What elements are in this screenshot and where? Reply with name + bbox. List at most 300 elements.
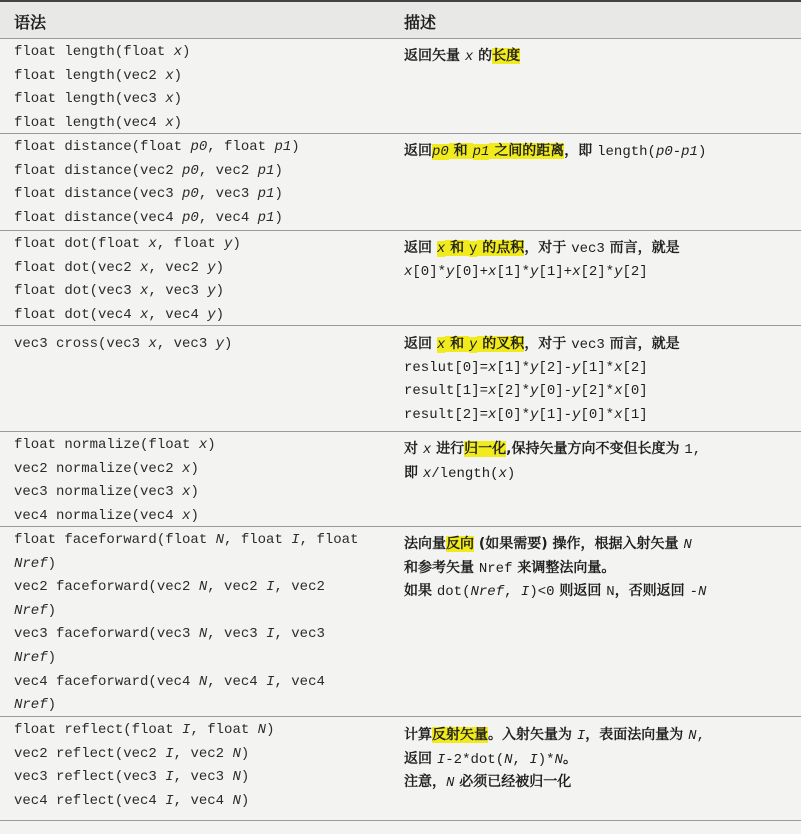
text-span: float faceforward(float	[14, 532, 216, 548]
text-span: x	[614, 383, 623, 400]
text-span: float length(float	[14, 44, 174, 60]
text-span: , float	[224, 532, 292, 548]
text-span: )	[215, 259, 225, 276]
highlighted-text: p0	[432, 144, 449, 160]
text-span: float normalize(float	[14, 437, 199, 453]
text-span: x	[140, 259, 149, 276]
text-span: x	[488, 406, 497, 423]
text-span: float length(vec3	[14, 91, 166, 108]
text-span: x	[614, 359, 623, 376]
text-span: -N	[689, 584, 707, 601]
text-span: vec3 reflect(vec3	[14, 769, 166, 786]
text-span: [1]*	[496, 263, 531, 280]
text-span: [2]	[622, 359, 648, 376]
syntax-cell	[14, 233, 384, 327]
text-span: 计算	[404, 727, 432, 743]
text-span: I	[165, 745, 174, 762]
text-span: I	[520, 584, 530, 601]
text-span: N	[554, 751, 563, 768]
text-span: N	[688, 728, 697, 744]
text-span: y	[530, 383, 539, 400]
text-span: y	[530, 263, 539, 280]
text-span: -2*dot(	[445, 751, 505, 768]
text-span: y	[614, 263, 623, 280]
syntax-line	[14, 183, 384, 207]
syntax-line	[14, 671, 384, 695]
text-span: float length(vec2	[14, 67, 166, 84]
text-span: x	[165, 114, 174, 131]
text-span: I	[529, 751, 538, 768]
text-span: float distance(vec4	[14, 209, 183, 226]
text-span: 和参考矢量	[404, 559, 479, 576]
table-row-length	[0, 38, 801, 134]
text-span: x	[148, 236, 157, 252]
text-span: 。	[562, 750, 577, 767]
text-span: ,	[696, 728, 705, 744]
text-span: y	[207, 306, 216, 323]
text-span: p1	[257, 209, 275, 226]
syntax-cell	[14, 41, 384, 135]
syntax-line	[14, 505, 384, 529]
text-span: )	[240, 792, 250, 809]
text-span: y	[207, 283, 216, 300]
syntax-line	[14, 719, 384, 743]
text-span: Nref	[14, 697, 48, 714]
text-span: float distance(vec2	[14, 162, 183, 179]
syntax-cell	[14, 333, 384, 357]
text-span: p0	[182, 209, 199, 226]
text-span: vec3 faceforward(vec3	[14, 626, 199, 643]
text-span: N	[683, 537, 692, 553]
text-span: 进行	[431, 441, 465, 457]
description-line	[404, 438, 794, 462]
text-span: x	[464, 49, 474, 65]
description-cell	[404, 724, 794, 795]
text-span: )	[47, 555, 57, 572]
text-span: ，表面法向量为	[585, 727, 689, 743]
text-span: , vec2	[173, 745, 233, 762]
text-span: , vec4	[207, 673, 267, 690]
highlighted-text: x	[436, 337, 446, 353]
text-span: )	[240, 769, 250, 786]
text-span: [1]	[622, 406, 648, 423]
text-span: x	[148, 336, 157, 352]
description-line	[404, 261, 794, 285]
text-span: vec3 cross(vec3	[14, 336, 149, 352]
highlighted-text: 反向	[446, 536, 474, 552]
text-span: y	[215, 336, 225, 352]
description-line	[404, 404, 794, 428]
text-span: float dot(vec3	[14, 283, 141, 300]
description-cell	[404, 333, 794, 427]
text-span: 必须已经被归一化	[454, 774, 572, 791]
text-span: 注意，	[404, 774, 446, 791]
text-span: 法向量	[404, 536, 446, 552]
syntax-line	[14, 743, 384, 767]
table-row-normalize	[0, 431, 801, 527]
text-span: vec4 reflect(vec4	[14, 792, 166, 809]
text-span: p1	[257, 186, 275, 203]
text-span: I	[182, 722, 191, 738]
text-span: (如果需要) 操作，根据入射矢量	[474, 536, 684, 552]
text-span: 而言，就是	[604, 240, 680, 256]
text-span: )	[47, 649, 57, 666]
text-span: N	[232, 745, 241, 762]
highlighted-text: x	[436, 241, 446, 257]
text-span: N	[215, 532, 225, 548]
syntax-line	[14, 647, 384, 671]
text-span: Nref	[478, 560, 513, 577]
text-span: x	[498, 465, 507, 482]
text-span: N	[446, 775, 455, 792]
description-line	[404, 771, 794, 795]
text-span: [1]*	[496, 359, 531, 376]
syntax-cell	[14, 529, 384, 718]
text-span: 即	[404, 464, 423, 481]
text-span: , vec3	[173, 769, 233, 786]
description-line	[404, 462, 794, 486]
text-span: ，对于	[524, 240, 572, 256]
text-span: I	[266, 579, 275, 596]
text-span: 如果	[404, 583, 437, 600]
syntax-line	[14, 160, 384, 184]
syntax-line	[14, 280, 384, 304]
text-span: y	[207, 259, 216, 276]
description-line	[404, 557, 794, 581]
text-span: I	[291, 532, 300, 548]
text-span: )	[232, 236, 241, 252]
text-span: x	[572, 263, 581, 280]
text-span: )	[274, 162, 283, 179]
text-span: , vec4	[173, 792, 233, 809]
text-span: I	[165, 792, 174, 809]
text-span: , float	[207, 139, 275, 155]
text-span: 则返回	[554, 583, 607, 600]
text-span: y	[572, 406, 581, 423]
text-span: x	[165, 67, 174, 84]
text-span: 返回	[404, 143, 432, 159]
text-span: y	[572, 383, 581, 400]
table-row-dot	[0, 230, 801, 326]
text-span: [2]-	[538, 359, 573, 376]
text-span: , vec3	[198, 186, 258, 203]
text-span: dot(	[436, 584, 471, 601]
text-span: vec2 normalize(vec2	[14, 460, 183, 477]
highlighted-text: 和	[445, 240, 470, 256]
text-span: )	[266, 722, 275, 738]
text-span: [2]*	[580, 263, 615, 280]
text-span: result[2]=	[404, 406, 489, 423]
description-cell	[404, 533, 794, 604]
syntax-line	[14, 304, 384, 328]
text-span: )	[173, 114, 183, 131]
text-span: , float	[190, 722, 258, 738]
text-span: , vec2	[148, 259, 208, 276]
text-span: )	[173, 91, 183, 108]
text-span: y	[572, 359, 581, 376]
text-span: p1	[257, 162, 275, 179]
text-span: )	[47, 697, 57, 714]
text-span: [2]	[622, 263, 648, 280]
syntax-line	[14, 529, 384, 553]
text-span: )	[190, 507, 199, 524]
highlighted-text: 之间的距离	[489, 143, 565, 159]
description-line	[404, 533, 794, 557]
text-span: N	[198, 673, 208, 690]
text-span: p0	[190, 139, 208, 155]
text-span: N	[232, 769, 241, 786]
text-span: float dot(vec2	[14, 259, 141, 276]
highlighted-text: 和	[445, 336, 470, 352]
syntax-line	[14, 41, 384, 65]
syntax-cell	[14, 719, 384, 813]
text-span: x	[165, 91, 174, 108]
text-span: Nref	[470, 584, 505, 601]
table-row-distance	[0, 133, 801, 231]
text-span: 对	[404, 441, 423, 457]
description-line	[404, 45, 794, 69]
highlighted-text: 归一化	[464, 441, 507, 457]
syntax-line	[14, 790, 384, 814]
text-span: I	[165, 769, 174, 786]
highlighted-text: 和	[448, 143, 473, 159]
text-span: p0-p1	[655, 144, 698, 160]
text-span: )	[697, 144, 707, 160]
description-line	[404, 357, 794, 381]
text-span: , vec3	[148, 283, 208, 300]
text-span: ，对于	[524, 336, 572, 352]
text-span: x	[140, 306, 149, 323]
text-span: vec2 faceforward(vec2	[14, 579, 199, 596]
description-line	[404, 380, 794, 404]
text-span: , vec3	[207, 626, 267, 643]
text-span: 的	[473, 48, 493, 64]
text-span: , vec3	[274, 626, 325, 643]
text-span: )	[47, 602, 57, 619]
text-span: , vec2	[198, 162, 258, 179]
text-span: 。入射矢量为	[488, 727, 577, 743]
text-span: float distance(float	[14, 139, 191, 155]
highlighted-text: y	[469, 241, 478, 257]
text-span: x	[488, 383, 497, 400]
text-span: x	[404, 263, 413, 280]
text-span: N	[606, 584, 615, 601]
text-span: vec2 reflect(vec2	[14, 745, 166, 762]
highlighted-text: y	[469, 337, 478, 353]
text-span: )	[190, 484, 199, 501]
text-span: x	[422, 465, 432, 482]
text-span: , vec4	[148, 306, 208, 323]
text-span: 而言，就是	[604, 336, 680, 352]
syntax-line	[14, 481, 384, 505]
text-span: [2]*	[496, 383, 531, 400]
text-span: ,	[504, 584, 521, 601]
text-span: 来调整法向量。	[512, 559, 616, 576]
syntax-line	[14, 434, 384, 458]
description-line	[404, 333, 794, 357]
description-line	[404, 724, 794, 748]
description-cell	[404, 45, 794, 69]
text-span: y	[530, 406, 539, 423]
text-span: Nref	[14, 602, 48, 619]
text-span: N	[232, 792, 241, 809]
syntax-line	[14, 600, 384, 624]
text-span: N	[198, 626, 208, 643]
text-span: )	[207, 437, 216, 453]
text-span: , vec3	[156, 336, 216, 352]
text-span: float reflect(float	[14, 722, 183, 738]
text-span: float dot(vec4	[14, 306, 141, 323]
text-span: , vec4	[274, 673, 325, 690]
text-span: /length(	[431, 465, 499, 482]
text-span: vec4 normalize(vec4	[14, 507, 183, 524]
description-cell	[404, 237, 794, 284]
header-syntax: 语法	[14, 13, 47, 32]
syntax-line	[14, 257, 384, 281]
text-span: [0]*	[496, 406, 531, 423]
text-span: )	[215, 306, 225, 323]
text-span: I	[266, 673, 275, 690]
text-span: I	[436, 751, 446, 768]
text-span: [2]*	[580, 383, 615, 400]
text-span: )	[182, 44, 191, 60]
text-span: , vec2	[274, 579, 325, 596]
text-span: )	[215, 283, 225, 300]
text-span: , float	[299, 532, 359, 548]
syntax-line	[14, 207, 384, 231]
text-span: 返回	[404, 336, 437, 352]
text-span: )<0	[529, 584, 555, 601]
text-span: vec3 normalize(vec3	[14, 484, 183, 501]
text-span: 返回矢量	[404, 48, 465, 64]
highlighted-text: 的点积	[477, 240, 525, 256]
text-span: result[1]=	[404, 383, 489, 400]
text-span: vec3	[571, 241, 605, 257]
text-span: vec3	[571, 337, 605, 353]
text-span: N	[198, 579, 208, 596]
text-span: x	[198, 437, 208, 453]
highlighted-text: 长度	[492, 48, 521, 64]
text-span: p1	[274, 139, 292, 155]
text-span: 1,	[684, 442, 702, 458]
text-span: x	[182, 460, 191, 477]
table-row-faceforward	[0, 526, 801, 717]
text-span: [0]*	[580, 406, 615, 423]
text-span: y	[224, 236, 233, 252]
text-span: x	[488, 263, 497, 280]
text-span: float distance(vec3	[14, 186, 183, 203]
text-span: N	[257, 722, 267, 738]
syntax-line	[14, 65, 384, 89]
table-row-reflect	[0, 716, 801, 821]
text-span: x	[182, 507, 191, 524]
text-span: N	[504, 751, 513, 768]
text-span: x	[182, 484, 191, 501]
text-span: )	[173, 67, 183, 84]
header-description: 描述	[404, 13, 437, 32]
syntax-cell	[14, 434, 384, 528]
description-cell	[404, 438, 794, 485]
text-span: I	[266, 626, 275, 643]
text-span: y	[446, 263, 455, 280]
syntax-line	[14, 623, 384, 647]
text-span: , vec2	[207, 579, 267, 596]
text-span: y	[530, 359, 539, 376]
text-span: [0]*	[412, 263, 447, 280]
text-span: x	[173, 44, 183, 60]
text-span: p0	[182, 186, 199, 203]
text-span: [0]-	[538, 383, 573, 400]
text-span: ,保持矢量方向不变但长度为	[506, 441, 685, 457]
text-span: length(	[597, 144, 656, 160]
highlighted-text: 的叉积	[477, 336, 525, 352]
syntax-line	[14, 694, 384, 718]
description-line	[404, 237, 794, 261]
text-span: 返回	[404, 240, 437, 256]
syntax-line	[14, 458, 384, 482]
text-span: )*	[537, 751, 555, 768]
text-span: x	[488, 359, 497, 376]
text-span: [1]+	[538, 263, 573, 280]
syntax-line	[14, 576, 384, 600]
text-span: , float	[156, 236, 225, 252]
description-line	[404, 748, 794, 772]
description-cell	[404, 140, 794, 164]
text-span: [0]	[622, 383, 648, 400]
text-span: ，即	[564, 143, 598, 159]
text-span: )	[274, 209, 283, 226]
text-span: I	[576, 728, 586, 744]
syntax-line	[14, 333, 384, 357]
syntax-line	[14, 112, 384, 136]
text-span: ,	[512, 751, 530, 768]
text-span: [1]*	[580, 359, 615, 376]
syntax-line	[14, 766, 384, 790]
description-line	[404, 140, 794, 164]
text-span: )	[274, 186, 283, 203]
text-span: )	[224, 336, 233, 352]
text-span: Nref	[14, 555, 48, 572]
syntax-line	[14, 136, 384, 160]
table-row-cross	[0, 325, 801, 432]
text-span: [0]+	[454, 263, 489, 280]
table-header	[0, 0, 801, 39]
text-span: Nref	[14, 649, 48, 666]
text-span: x	[140, 283, 149, 300]
syntax-line	[14, 233, 384, 257]
text-span: )	[506, 465, 516, 482]
syntax-line	[14, 553, 384, 577]
text-span: ，否则返回	[614, 583, 690, 600]
text-span: p0	[182, 162, 199, 179]
text-span: )	[291, 139, 300, 155]
syntax-cell	[14, 136, 384, 230]
text-span: vec4 faceforward(vec4	[14, 673, 199, 690]
syntax-line	[14, 88, 384, 112]
text-span: )	[240, 745, 250, 762]
text-span: x	[422, 442, 432, 458]
text-span: x	[614, 406, 623, 423]
text-span: 返回	[404, 750, 437, 767]
text-span: [1]-	[538, 406, 573, 423]
text-span: float dot(float	[14, 236, 149, 252]
text-span: , vec4	[198, 209, 258, 226]
text-span: )	[190, 460, 199, 477]
text-span: float length(vec4	[14, 114, 166, 131]
highlighted-text: 反射矢量	[432, 727, 488, 743]
description-line	[404, 580, 794, 604]
highlighted-text: p1	[472, 144, 490, 160]
